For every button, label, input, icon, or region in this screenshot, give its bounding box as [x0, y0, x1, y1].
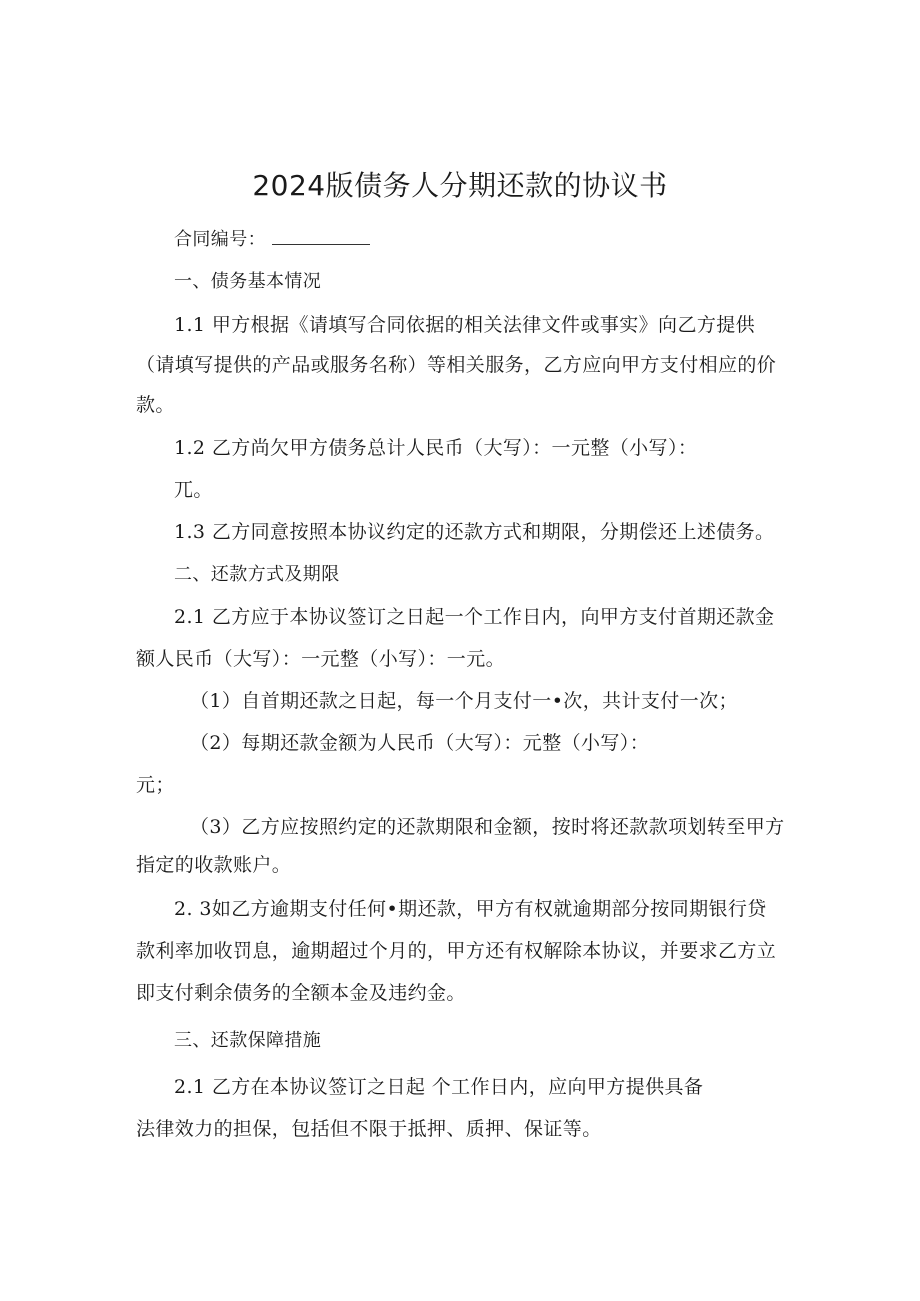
paragraph-1-1-line-3: 款。: [136, 394, 175, 416]
paragraph-1-1-line-1: 1.1 甲方根据《请填写合同依据的相关法律文件或事实》向乙方提供: [174, 314, 756, 336]
list-item-2-line-2: 元；: [136, 774, 175, 796]
paragraph-1-2-line-2: 兀。: [174, 479, 213, 501]
list-item-2-line-1: （2）每期还款金额为人民币（大写）：元整（小写）：: [190, 732, 650, 754]
paragraph-2-3-line-1: 2. 3如乙方逾期支付任何•期还款，甲方有权就逾期部分按同期银行贷: [174, 898, 767, 920]
section-heading-2: 二、还款方式及期限: [174, 564, 340, 585]
paragraph-2-3-line-3: 即支付剩余债务的全额本金及违约金。: [136, 982, 466, 1004]
contract-number-row: [174, 228, 370, 252]
paragraph-2-1-line-2: 额人民币（大写）：一元整（小写）：一元。: [136, 648, 506, 670]
contract-number-label: 合同编号：: [174, 229, 266, 250]
list-item-3-line-1: （3）乙方应按照约定的还款期限和金额，按时将还款款项划转至甲方: [190, 816, 785, 838]
list-item-3-line-2: 指定的收款账户。: [136, 854, 292, 876]
paragraph-1-2-line-1: 1.2 乙方尚欠甲方债务总计人民币（大写）：一元整（小写）：: [174, 437, 698, 459]
list-item-1: （1）自首期还款之日起，每一个月支付一•次，共计支付一次；: [190, 690, 738, 712]
paragraph-3-1-line-2: 法律效力的担保，包括但不限于抵押、质押、保证等。: [136, 1118, 602, 1140]
document-title: 2024版债务人分期还款的协议书: [252, 169, 668, 202]
section-heading-1: 一、债务基本情况: [174, 271, 322, 292]
paragraph-1-1-line-2: （请填写提供的产品或服务名称）等相关服务，乙方应向甲方支付相应的价: [136, 354, 777, 376]
contract-number-blank: [272, 228, 370, 245]
paragraph-2-1-line-1: 2.1 乙方应于本协议签订之日起一个工作日内，向甲方支付首期还款金: [174, 606, 775, 628]
paragraph-3-1-line-1: 2.1 乙方在本协议签订之日起 个工作日内，应向甲方提供具备: [174, 1076, 704, 1098]
section-heading-3: 三、还款保障措施: [174, 1030, 322, 1051]
paragraph-1-3: 1.3 乙方同意按照本协议约定的还款方式和期限，分期偿还上述债务。: [174, 521, 775, 543]
paragraph-2-3-line-2: 款利率加收罚息，逾期超过个月的，甲方还有权解除本协议，并要求乙方立: [136, 940, 777, 962]
